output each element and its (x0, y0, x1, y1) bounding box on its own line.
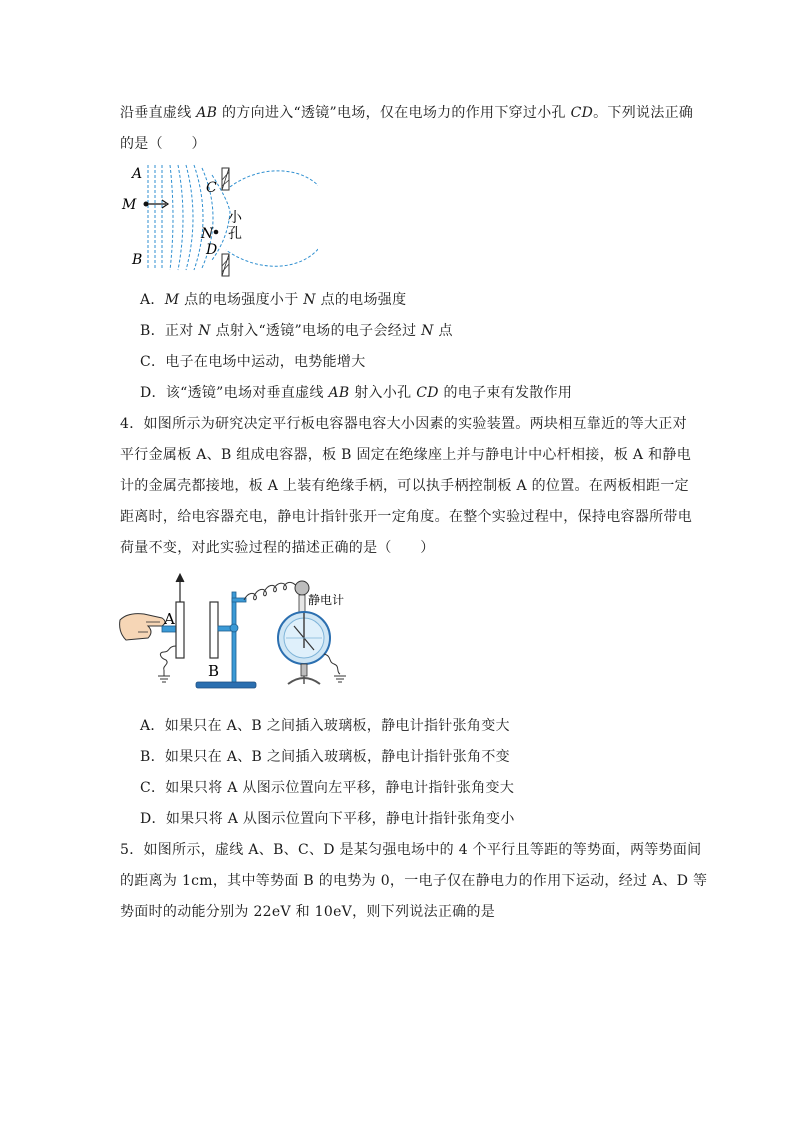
q4-option-b: B．如果只在 A、B 之间插入玻璃板，静电计指针张角不变 (140, 749, 510, 765)
q4-line-1: 4．如图所示为研究决定平行板电容器电容大小因素的实验装置。两块相互靠近的等大正对 (120, 416, 687, 432)
label-plate-b: B (208, 662, 220, 680)
q4-line-2: 平行金属板 A、B 组成电容器，板 B 固定在绝缘座上并与静电计中心杆相接，板 A 和静电 (120, 447, 691, 463)
lens-field-figure (118, 160, 318, 280)
label-c: C (206, 180, 217, 196)
q4-line-4: 距离时，给电容器充电，静电计指针张开一定角度。在整个实验过程中，保持电容器所带电 (120, 509, 692, 525)
label-a: A (132, 166, 143, 182)
q3-option-a: A．M 点的电场强度小于 N 点的电场强度 (140, 292, 407, 308)
capacitor-apparatus-figure (118, 572, 358, 702)
label-hole-2: 孔 (228, 226, 242, 242)
q3-option-b: B．正对 N 点射入“透镜”电场的电子会经过 N 点 (140, 323, 453, 339)
q3-option-c: C．电子在电场中运动，电势能增大 (140, 354, 366, 370)
label-m: M (122, 197, 137, 213)
q4-option-a: A．如果只在 A、B 之间插入玻璃板，静电计指针张角变大 (140, 718, 510, 734)
hand-icon (120, 614, 165, 640)
q5-line-2: 的距离为 1cm，其中等势面 B 的电势为 0，一电子仅在静电力的作用下运动，经过 A、D 等 (120, 873, 708, 889)
q5-line-1: 5．如图所示，虚线 A、B、C、D 是某匀强电场中的 4 个平行且等距的等势面，两等势面间 (120, 842, 702, 858)
q4-option-c: C．如果只将 A 从图示位置向左平移，静电计指针张角变大 (140, 780, 515, 796)
q4-line-3: 计的金属壳都接地，板 A 上装有绝缘手柄，可以执手柄控制板 A 的位置。在两板相距一定 (120, 478, 689, 494)
q4-line-5: 荷量不变，对此实验过程的描述正确的是（ ） (120, 540, 435, 556)
q4-option-d: D．如果只将 A 从图示位置向下平移，静电计指针张角变小 (140, 811, 515, 827)
q3-option-d: D．该“透镜”电场对垂直虚线 AB 射入小孔 CD 的电子束有发散作用 (140, 385, 573, 401)
label-b: B (132, 252, 143, 268)
label-d: D (206, 242, 218, 258)
label-electrometer: 静电计 (308, 593, 345, 607)
label-n: N (201, 226, 214, 242)
q5-line-3: 势面时的动能分别为 22eV 和 10eV，则下列说法正确的是 (120, 904, 496, 920)
label-plate-a: A (164, 610, 175, 628)
q3-line-2: 的是（ ） (120, 136, 206, 152)
label-hole-1: 小 (228, 210, 242, 226)
q3-line-1: 沿垂直虚线 AB 的方向进入“透镜”电场，仅在电场力的作用下穿过小孔 CD。下列说法正确 (120, 105, 694, 121)
